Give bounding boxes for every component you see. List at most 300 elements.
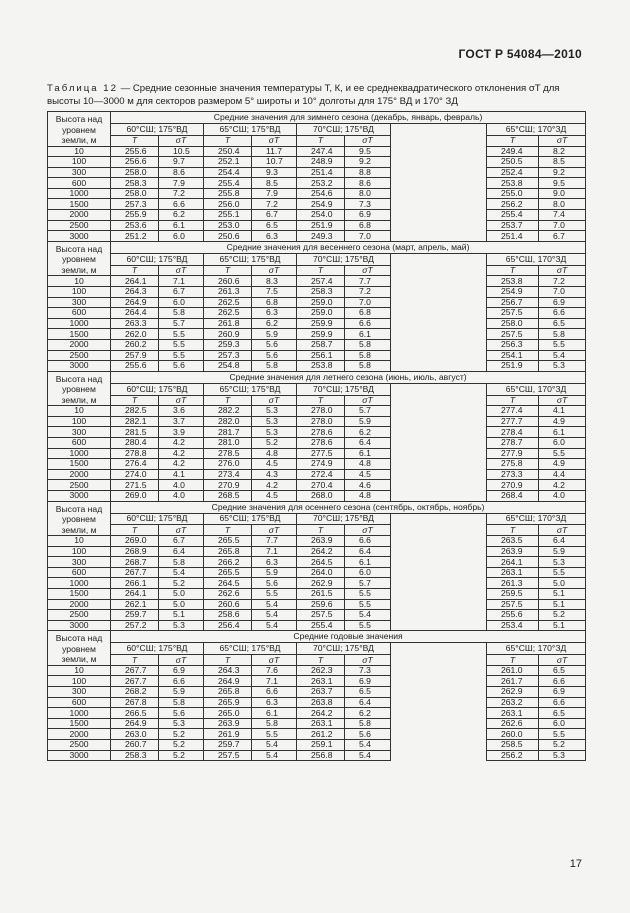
height-cell: 3000	[48, 231, 111, 242]
sigma-cell: 5.8	[252, 718, 297, 729]
table-row	[48, 490, 586, 501]
height-cell: 1500	[48, 329, 111, 340]
sigma-cell: 5.4	[252, 599, 297, 610]
temperature-cell: 260.6	[204, 276, 252, 287]
table-row	[48, 665, 586, 676]
sigma-cell: 6.0	[539, 718, 586, 729]
sigma-cell: 7.9	[159, 178, 204, 189]
temperature-cell: 255.1	[204, 210, 252, 221]
height-cell: 2500	[48, 350, 111, 361]
temperature-cell: 264.9	[111, 718, 159, 729]
temperature-cell: 258.3	[111, 750, 159, 761]
sigma-cell: 5.1	[159, 610, 204, 621]
sigma-cell: 6.4	[345, 546, 391, 557]
temperature-cell: 255.9	[111, 210, 159, 221]
sigma-cell: 6.3	[252, 308, 297, 319]
temperature-cell: 274.9	[297, 459, 345, 470]
sigma-cell: 6.4	[539, 536, 586, 547]
height-cell: 300	[48, 427, 111, 438]
table-row	[48, 416, 586, 427]
sigma-cell: 5.2	[159, 578, 204, 589]
temperature-cell: 257.5	[487, 599, 539, 610]
temperature-cell: 263.9	[487, 546, 539, 557]
location-header: 65°СШ; 175°ВД	[204, 383, 297, 395]
sigma-cell: 5.4	[252, 750, 297, 761]
location-header: 70°СШ; 175°ВД	[297, 643, 391, 655]
sigma-cell: 5.3	[539, 361, 586, 372]
temperature-cell: 263.7	[297, 687, 345, 698]
sigma-cell: 5.8	[159, 557, 204, 568]
sigma-cell: 5.3	[159, 718, 204, 729]
sigma-cell: 5.1	[539, 589, 586, 600]
temperature-cell: 264.9	[204, 676, 252, 687]
height-cell: 3000	[48, 490, 111, 501]
table-row	[48, 318, 586, 329]
temperature-cell: 255.6	[111, 146, 159, 157]
temperature-cell: 262.3	[297, 665, 345, 676]
table-row	[48, 427, 586, 438]
temperature-cell: 264.1	[487, 557, 539, 568]
sigma-cell: 6.6	[159, 199, 204, 210]
temperature-cell: 268.0	[297, 490, 345, 501]
temperature-cell: 271.5	[111, 480, 159, 491]
sigma-cell: 6.2	[345, 708, 391, 719]
variable-header-row	[48, 135, 586, 146]
sigma-cell: 6.7	[539, 231, 586, 242]
sigma-cell: 6.9	[159, 665, 204, 676]
table-row	[48, 297, 586, 308]
location-header: 65°СШ; 175°ВД	[204, 124, 297, 136]
temperature-cell: 257.3	[111, 199, 159, 210]
location-header: 60°СШ; 175°ВД	[111, 383, 204, 395]
temperature-cell: 267.8	[111, 697, 159, 708]
temperature-cell: 266.5	[111, 708, 159, 719]
sigma-cell: 6.6	[159, 676, 204, 687]
section-title-row	[48, 371, 586, 383]
sigma-cell: 7.1	[252, 546, 297, 557]
sigma-column-header: σT	[345, 395, 391, 406]
sigma-cell: 5.0	[159, 599, 204, 610]
sigma-cell: 4.1	[159, 469, 204, 480]
temperature-cell: 281.5	[111, 427, 159, 438]
temperature-cell: 263.1	[487, 567, 539, 578]
sigma-cell: 7.5	[252, 286, 297, 297]
location-header: 60°СШ; 175°ВД	[111, 124, 204, 136]
sigma-cell: 9.2	[539, 167, 586, 178]
location-header: 70°СШ; 175°ВД	[297, 383, 391, 395]
table-row	[48, 687, 586, 698]
temperature-cell: 263.9	[297, 536, 345, 547]
sigma-cell: 5.2	[159, 740, 204, 751]
sigma-cell: 7.2	[252, 199, 297, 210]
table-row	[48, 567, 586, 578]
sigma-column-header: σT	[345, 135, 391, 146]
temperature-cell: 263.1	[297, 676, 345, 687]
temperature-cell: 259.7	[204, 740, 252, 751]
sigma-column-header: σT	[345, 265, 391, 276]
section-title: Средние значения для осеннего сезона (сентябрь, октябрь, ноябрь)	[111, 501, 586, 513]
table-row	[48, 697, 586, 708]
temperature-cell: 260.2	[111, 339, 159, 350]
sigma-cell: 6.5	[252, 220, 297, 231]
temperature-column-header: T	[297, 655, 345, 666]
temperature-cell: 263.1	[487, 708, 539, 719]
sigma-column-header: σT	[159, 655, 204, 666]
sigma-cell: 7.2	[539, 276, 586, 287]
table-caption	[47, 82, 585, 108]
table-caption-text: — Средние сезонные значения температуры T, К, и ее среднеквадратического отклонения σT для высоты 10—3000 м для секторов размером 5° широты и 10° долготы для 175° ВД и 170° ЗД	[47, 83, 560, 107]
sigma-cell: 6.1	[252, 708, 297, 719]
sigma-cell: 6.1	[345, 448, 391, 459]
table-caption-lead: Таблица 12	[47, 83, 118, 94]
sigma-cell: 5.5	[159, 329, 204, 340]
sigma-cell: 9.5	[345, 146, 391, 157]
section-title: Средние значения для летнего сезона (июнь, июль, август)	[111, 371, 586, 383]
height-cell: 10	[48, 536, 111, 547]
temperature-column-header: T	[487, 265, 539, 276]
temperature-cell: 258.3	[297, 286, 345, 297]
temperature-cell: 266.2	[204, 557, 252, 568]
height-cell: 1000	[48, 708, 111, 719]
location-header: 60°СШ; 175°ВД	[111, 253, 204, 265]
temperature-cell: 258.6	[204, 610, 252, 621]
sigma-cell: 6.9	[345, 210, 391, 221]
sigma-cell: 5.2	[159, 729, 204, 740]
temperature-cell: 259.9	[297, 329, 345, 340]
temperature-cell: 266.1	[111, 578, 159, 589]
sigma-cell: 5.3	[252, 427, 297, 438]
temperature-cell: 253.8	[487, 178, 539, 189]
sigma-cell: 5.9	[252, 567, 297, 578]
height-cell: 10	[48, 406, 111, 417]
table-row	[48, 740, 586, 751]
temperature-cell: 254.6	[297, 188, 345, 199]
temperature-column-header: T	[297, 135, 345, 146]
temperature-cell: 267.7	[111, 676, 159, 687]
sigma-cell: 5.3	[252, 406, 297, 417]
temperature-column-header: T	[111, 655, 159, 666]
sigma-cell: 6.6	[539, 308, 586, 319]
temperature-cell: 247.4	[297, 146, 345, 157]
sigma-cell: 5.0	[159, 589, 204, 600]
table-row	[48, 276, 586, 287]
sigma-cell: 4.8	[252, 448, 297, 459]
temperature-cell: 267.7	[111, 567, 159, 578]
sigma-cell: 3.6	[159, 406, 204, 417]
sigma-cell: 5.8	[159, 697, 204, 708]
height-column-header: Высота над уровнем земли, м	[48, 501, 111, 536]
temperature-cell: 258.3	[111, 178, 159, 189]
section-title-row	[48, 501, 586, 513]
sigma-cell: 4.8	[345, 459, 391, 470]
height-cell: 100	[48, 546, 111, 557]
sigma-cell: 6.8	[345, 220, 391, 231]
temperature-cell: 262.6	[487, 718, 539, 729]
sigma-cell: 5.1	[539, 599, 586, 610]
height-cell: 1000	[48, 448, 111, 459]
temperature-cell: 265.5	[204, 536, 252, 547]
temperature-column-header: T	[111, 525, 159, 536]
temperature-cell: 257.2	[111, 620, 159, 631]
sigma-cell: 11.7	[252, 146, 297, 157]
temperature-cell: 251.4	[297, 167, 345, 178]
sigma-cell: 4.1	[539, 406, 586, 417]
height-cell: 1500	[48, 589, 111, 600]
sigma-cell: 7.3	[345, 199, 391, 210]
sigma-column-header: σT	[345, 525, 391, 536]
temperature-cell: 258.0	[487, 318, 539, 329]
temperature-cell: 257.5	[204, 750, 252, 761]
sigma-cell: 5.5	[539, 339, 586, 350]
temperature-cell: 268.7	[111, 557, 159, 568]
temperature-column-header: T	[204, 265, 252, 276]
temperature-cell: 250.4	[204, 146, 252, 157]
temperature-cell: 257.9	[111, 350, 159, 361]
table-row	[48, 210, 586, 221]
sigma-cell: 5.0	[539, 578, 586, 589]
height-cell: 3000	[48, 620, 111, 631]
temperature-cell: 273.4	[204, 469, 252, 480]
temperature-cell: 254.1	[487, 350, 539, 361]
temperature-cell: 268.4	[487, 490, 539, 501]
location-header: 65°СШ; 175°ВД	[204, 643, 297, 655]
height-cell: 3000	[48, 750, 111, 761]
sigma-cell: 7.1	[252, 676, 297, 687]
sigma-cell: 8.8	[345, 167, 391, 178]
temperature-cell: 262.1	[111, 599, 159, 610]
sigma-column-header: σT	[159, 525, 204, 536]
height-cell: 2500	[48, 740, 111, 751]
variable-header-row	[48, 655, 586, 666]
table-row	[48, 361, 586, 372]
sigma-cell: 7.2	[345, 286, 391, 297]
document-header: ГОСТ Р 54084—2010	[458, 47, 582, 61]
sigma-column-header: σT	[539, 655, 586, 666]
temperature-cell: 278.5	[204, 448, 252, 459]
temperature-cell: 256.8	[297, 750, 345, 761]
temperature-column-header: T	[487, 655, 539, 666]
table-row	[48, 350, 586, 361]
temperature-cell: 259.3	[204, 339, 252, 350]
height-cell: 1500	[48, 199, 111, 210]
table-row	[48, 339, 586, 350]
sigma-cell: 5.3	[539, 557, 586, 568]
sigma-cell: 6.6	[345, 536, 391, 547]
temperature-cell: 264.0	[297, 567, 345, 578]
sigma-cell: 6.0	[159, 231, 204, 242]
sigma-cell: 4.2	[252, 480, 297, 491]
sigma-column-header: σT	[539, 265, 586, 276]
sigma-cell: 9.5	[539, 178, 586, 189]
height-cell: 600	[48, 567, 111, 578]
sigma-cell: 5.5	[539, 448, 586, 459]
location-header: 65°СШ; 170°ЗД	[487, 124, 586, 136]
sigma-cell: 7.6	[252, 665, 297, 676]
sigma-cell: 5.5	[539, 729, 586, 740]
sigma-cell: 5.4	[345, 750, 391, 761]
sigma-cell: 5.9	[159, 687, 204, 698]
sigma-cell: 6.2	[252, 318, 297, 329]
temperature-cell: 248.9	[297, 157, 345, 168]
temperature-cell: 264.3	[204, 665, 252, 676]
sigma-cell: 4.2	[159, 437, 204, 448]
temperature-cell: 277.5	[297, 448, 345, 459]
height-cell: 10	[48, 665, 111, 676]
sigma-cell: 6.5	[539, 318, 586, 329]
temperature-cell: 261.8	[204, 318, 252, 329]
temperature-cell: 278.6	[297, 427, 345, 438]
location-header: 70°СШ; 175°ВД	[297, 253, 391, 265]
sigma-cell: 4.6	[345, 480, 391, 491]
temperature-cell: 270.9	[204, 480, 252, 491]
temperature-cell: 255.6	[487, 610, 539, 621]
sigma-cell: 5.8	[252, 361, 297, 372]
data-table	[47, 111, 586, 761]
sigma-cell: 8.6	[345, 178, 391, 189]
sigma-cell: 5.5	[252, 729, 297, 740]
table-row	[48, 708, 586, 719]
temperature-cell: 255.8	[204, 188, 252, 199]
table-row	[48, 167, 586, 178]
table-row	[48, 199, 586, 210]
table-row	[48, 469, 586, 480]
sigma-cell: 5.8	[539, 329, 586, 340]
sigma-cell: 5.2	[252, 437, 297, 448]
temperature-cell: 270.9	[487, 480, 539, 491]
variable-header-row	[48, 395, 586, 406]
sigma-cell: 6.4	[345, 697, 391, 708]
sigma-cell: 5.7	[159, 318, 204, 329]
sigma-cell: 8.2	[539, 146, 586, 157]
temperature-cell: 273.3	[487, 469, 539, 480]
sigma-cell: 6.7	[252, 210, 297, 221]
temperature-cell: 264.2	[297, 708, 345, 719]
sigma-cell: 6.5	[539, 665, 586, 676]
temperature-cell: 263.3	[111, 318, 159, 329]
sigma-cell: 4.2	[539, 480, 586, 491]
sigma-cell: 5.6	[159, 708, 204, 719]
table-row	[48, 589, 586, 600]
section-title-row	[48, 112, 586, 124]
temperature-cell: 254.8	[204, 361, 252, 372]
temperature-cell: 259.0	[297, 297, 345, 308]
height-cell: 10	[48, 276, 111, 287]
sigma-cell: 5.7	[345, 406, 391, 417]
sigma-cell: 6.5	[539, 708, 586, 719]
sigma-cell: 4.5	[345, 469, 391, 480]
temperature-cell: 261.9	[204, 729, 252, 740]
temperature-cell: 258.0	[111, 167, 159, 178]
height-cell: 2500	[48, 610, 111, 621]
temperature-cell: 268.2	[111, 687, 159, 698]
height-cell: 1000	[48, 578, 111, 589]
sigma-cell: 10.5	[159, 146, 204, 157]
height-cell: 600	[48, 697, 111, 708]
location-header-row	[48, 513, 586, 525]
temperature-cell: 258.7	[297, 339, 345, 350]
temperature-column-header: T	[487, 395, 539, 406]
table-row	[48, 178, 586, 189]
temperature-cell: 258.5	[487, 740, 539, 751]
height-cell: 1000	[48, 318, 111, 329]
temperature-cell: 260.9	[204, 329, 252, 340]
sigma-cell: 7.0	[345, 231, 391, 242]
sigma-cell: 5.4	[252, 740, 297, 751]
temperature-cell: 261.5	[297, 589, 345, 600]
height-cell: 2000	[48, 469, 111, 480]
sigma-cell: 5.4	[345, 740, 391, 751]
section-title: Средние годовые значения	[111, 631, 586, 643]
temperature-cell: 278.6	[297, 437, 345, 448]
location-header-row	[48, 124, 586, 136]
location-header-row	[48, 383, 586, 395]
sigma-cell: 8.6	[159, 167, 204, 178]
temperature-cell: 256.6	[111, 157, 159, 168]
sigma-column-header: σT	[539, 135, 586, 146]
height-cell: 300	[48, 557, 111, 568]
temperature-cell: 255.4	[487, 210, 539, 221]
height-cell: 2000	[48, 729, 111, 740]
location-header: 70°СШ; 175°ВД	[297, 513, 391, 525]
location-header: 65°СШ, 170°ЗД	[487, 383, 586, 395]
sigma-cell: 3.7	[159, 416, 204, 427]
sigma-cell: 5.5	[539, 567, 586, 578]
sigma-cell: 7.7	[345, 276, 391, 287]
temperature-cell: 251.4	[487, 231, 539, 242]
sigma-cell: 5.8	[345, 361, 391, 372]
table-row	[48, 286, 586, 297]
table-row	[48, 308, 586, 319]
height-cell: 2000	[48, 599, 111, 610]
sigma-column-header: σT	[252, 655, 297, 666]
sigma-cell: 5.8	[345, 718, 391, 729]
temperature-cell: 282.1	[111, 416, 159, 427]
sigma-cell: 4.2	[159, 448, 204, 459]
empty-gap-column	[391, 643, 487, 761]
temperature-cell: 265.9	[204, 697, 252, 708]
table-row	[48, 610, 586, 621]
height-cell: 100	[48, 416, 111, 427]
temperature-cell: 262.5	[204, 297, 252, 308]
sigma-cell: 6.0	[159, 297, 204, 308]
height-cell: 300	[48, 297, 111, 308]
temperature-column-header: T	[487, 135, 539, 146]
sigma-cell: 6.3	[252, 231, 297, 242]
temperature-cell: 275.8	[487, 459, 539, 470]
temperature-cell: 264.5	[204, 578, 252, 589]
temperature-cell: 262.5	[204, 308, 252, 319]
temperature-cell: 259.1	[297, 740, 345, 751]
table-row	[48, 437, 586, 448]
sigma-cell: 6.9	[539, 297, 586, 308]
sigma-cell: 6.9	[539, 687, 586, 698]
sigma-cell: 6.1	[539, 427, 586, 438]
temperature-cell: 261.3	[204, 286, 252, 297]
sigma-cell: 6.6	[539, 697, 586, 708]
height-cell: 600	[48, 308, 111, 319]
table-row	[48, 459, 586, 470]
sigma-cell: 6.3	[252, 557, 297, 568]
temperature-cell: 263.0	[111, 729, 159, 740]
location-header: 60°СШ; 175°ВД	[111, 513, 204, 525]
temperature-cell: 276.0	[204, 459, 252, 470]
sigma-cell: 6.6	[345, 318, 391, 329]
temperature-cell: 254.9	[297, 199, 345, 210]
sigma-cell: 6.2	[345, 427, 391, 438]
location-header: 65°СШ; 175°ВД	[204, 513, 297, 525]
sigma-cell: 5.8	[345, 350, 391, 361]
sigma-cell: 7.0	[539, 220, 586, 231]
